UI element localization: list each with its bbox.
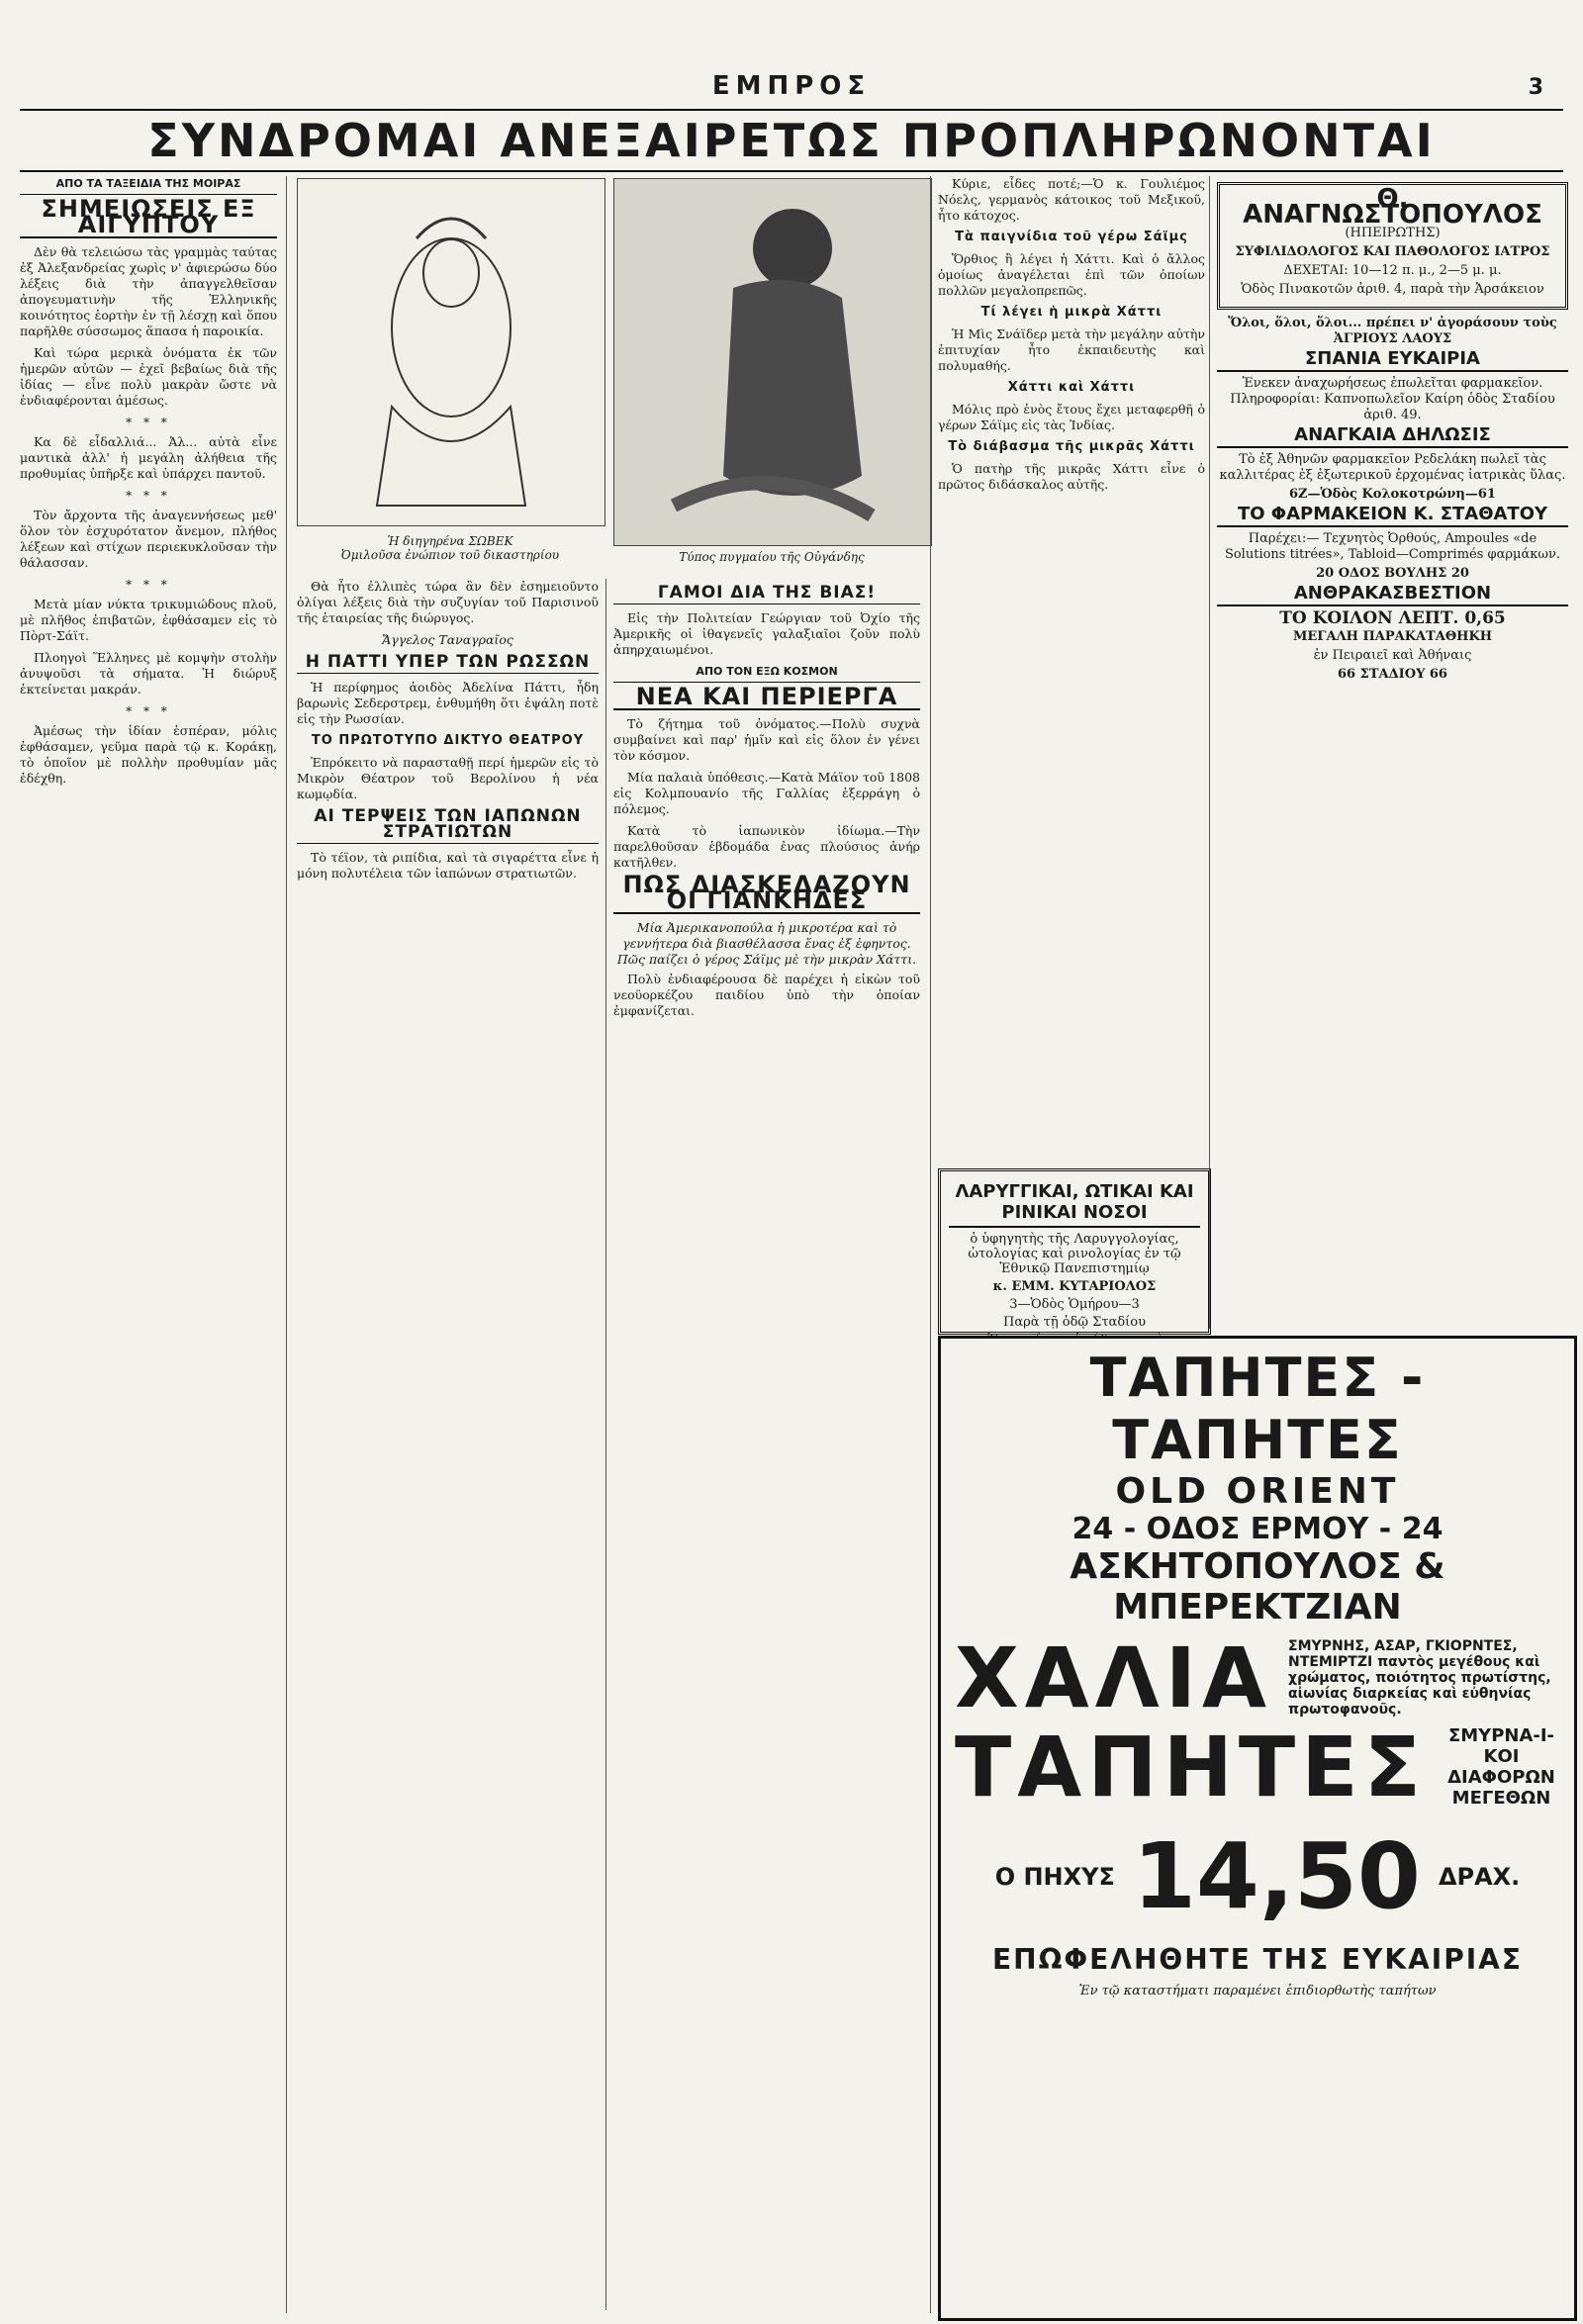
rug-row-2 xyxy=(941,1719,1574,1815)
ad-text: Παρέχει:— Τεχνητὸς Ὀρθούς, Ampoules «de Solutions titrées», Tabloid—Comprimés φαρμάκων. xyxy=(1224,531,1561,562)
section-kicker: ΑΠΟ ΤΑ ΤΑΞΕΙΔΙΑ ΤΗΣ ΜΟΙΡΑΣ xyxy=(20,176,277,195)
rug-currency: ΔΡΑΧ. xyxy=(1438,1862,1521,1891)
rug-price-label: Ο ΠΗΧΥΣ xyxy=(994,1862,1115,1891)
ad-pharmacy: ΤΟ ΦΑΡΜΑΚΕΙΟΝ Κ. ΣΤΑΘΑΤΟΥ xyxy=(1217,507,1568,527)
rug-firm: ΑΣΚΗΤΟΠΟΥΛΟΣ & ΜΠΕΡΕΚΤΖΙΑΝ xyxy=(1070,1546,1445,1627)
caption-line: Ὀμιλοῦσα ἐνώπιον τοῦ δικαστηρίου xyxy=(340,548,560,562)
ad-laryngology xyxy=(938,1168,1211,1335)
headline-curiosities: ΝΕΑ ΚΑΙ ΠΕΡΙΕΡΓΑ xyxy=(613,689,920,710)
paragraph: Ἐπρόκειτο νὰ παρασταθῇ περί ἡμερῶν εἰς τὸ Μικρὸν Θέατρον τοῦ Βερολίνου ἡ νέα κωμῳδία. xyxy=(297,755,599,801)
paragraph: Θὰ ἦτο ἐλλιπὲς τώρα ἂν δὲν ἐσημειοῦντο ὀλίγαι λέξεις διὰ τὴν συζυγίαν τοῦ Παρισινοῦ τῆς ἑταιρείας τῆς διώρυγος. xyxy=(297,579,599,625)
rug-types: ΣΜΥΡΝΗΣ, ΑΣΑΡ, ΓΚΙΟΡΝΤΕΣ, ΝΤΕΜΙΡΤΖΙ παντὸς μεγέθους καὶ χρώματος, ποιότητος πρωτίστης, αἰωνίας διαρκείας καὶ εὐθηνίας πρωτοφανοῦς. xyxy=(1288,1638,1551,1718)
column-rule xyxy=(605,579,606,2310)
figure-caption-pygmy: Τύπος πυγμαίου τῆς Οὐγάνδης xyxy=(679,550,865,564)
headline-games: Τὰ παιγνίδια τοῦ γέρω Σάϊμς xyxy=(955,230,1188,244)
ad-book: Ὅλοι, ὅλοι, ὅλοι... πρέπει ν' ἀγοράσουν τοὺς ἈΓΡΙΟΥΣ ΛΑΟΥΣ xyxy=(1228,316,1557,346)
ad-title: ΛΑΡΥΓΓΙΚΑΙ, ΩΤΙΚΑΙ ΚΑΙ ΡΙΝΙΚΑΙ ΝΟΣΟΙ xyxy=(949,1181,1200,1228)
doctor-name: Θ. ΑΝΑΓΝΩΣΤΟΠΟΥΛΟΣ xyxy=(1243,184,1542,230)
illustration-woman xyxy=(297,178,605,526)
caption-line: Ἡ διηγηρένα ΣΩΒΕΚ xyxy=(387,534,513,548)
rug-cta: ΕΠΩΦΕΛΗΘΗΤΕ ΤΗΣ ΕΥΚΑΙΡΙΑΣ xyxy=(992,1943,1523,1976)
headline-yankees: ΠΩΣ ΔΙΑΣΚΕΔΑΖΟΥΝ ΟΙ ΓΙΑΝΚΗΔΕΣ xyxy=(613,877,920,914)
headline-hattie: Χάττι καὶ Χάττι xyxy=(1007,380,1136,395)
ad-declaration: ΑΝΑΓΚΑΙΑ ΔΗΛΩΣΙΣ xyxy=(1217,427,1568,448)
ad-subtitle: ΜΕΓΑΛΗ ΠΑΡΑΚΑΤΑΘΗΚΗ xyxy=(1292,629,1493,644)
ad-address: 66 ΣΤΑΔΙΟΥ 66 xyxy=(1338,667,1447,682)
paragraph: Μόλις πρὸ ἐνὸς ἔτους ἔχει μεταφερθῆ ὁ γέρων Σάϊμς εἰς τὰς Ἰνδίας. xyxy=(938,402,1205,432)
rug-note: Ἐν τῷ καταστήματι παραμένει ἐπιδιορθωτὴς ταπήτων xyxy=(1078,1984,1437,1999)
paragraph: Εἰς τὴν Πολιτείαν Γεώργιαν τοῦ Ὀχίο τῆς Ἀμερικῆς οἱ ἰθαγενεῖς γαλαξιαῖοι ζοῦν πολὺ ἀπηρχαιωμένοι. xyxy=(613,610,920,657)
rug-price-row xyxy=(941,1823,1574,1929)
column-3 xyxy=(613,579,920,2310)
rug-address: 24 - ΟΔΟΣ ΕΡΜΟΥ - 24 xyxy=(1071,1512,1443,1546)
doctor-origin: (ΗΠΕΙΡΩΤΗΣ) xyxy=(1345,226,1441,240)
column-rule xyxy=(286,176,287,2313)
figure-caption-woman xyxy=(297,534,604,562)
ad-line: ὁ ὑφηγητὴς τῆς Λαρυγγολογίας, ὠτολογίας καὶ ρινολογίας ἐν τῷ Ἐθνικῷ Πανεπιστημίῳ xyxy=(968,1232,1181,1276)
rug-price: 14,50 xyxy=(1132,1823,1421,1929)
paragraph: Ὁ πατὴρ τῆς μικρᾶς Χάττι εἶνε ὁ πρῶτος διδάσκαλος αὐτῆς. xyxy=(938,461,1205,492)
separator: * * * xyxy=(126,704,171,718)
column-4 xyxy=(938,176,1205,1324)
newspaper-title: ΕΜΠΡΟΣ xyxy=(711,71,872,101)
paragraph: Ἡ Μὶς Σνάϊδερ μετὰ τὴν μεγάλην αὐτὴν ἐπιτυχίαν ἦτο ἐκπαιδευτὴς καὶ πολυμαθής. xyxy=(938,326,1205,373)
paragraph: Τὸν ἄρχοντα τῆς ἀναγεννήσεως μεθ' ὅλον τὸν ἐσχυρότατον ἄνεμον, πλήθος λέξεων καὶ στίχων περιεκυκλοῦσαν τὴν θάλασσαν. xyxy=(20,508,277,570)
paragraph: Δὲν θὰ τελειώσω τὰς γραμμὰς ταύτας ἐξ Ἀλεξανδρείας χωρὶς ν' ἀφιερώσω δύο λέξεις διὰ τὴν ἀπαγγελθεῖσαν ἀπογευματινὴν τῆς Ἑλληνικῆς κοινότητος ἑορτὴν ἐν τῇ λέσχῃ καὶ ὅπου παρῆλθε σύσσωμος ἅπασα ἡ παροικία. xyxy=(20,244,277,338)
ad-price: ΤΟ ΚΟΙΛΟΝ ΛΕΠΤ. 0,65 xyxy=(1279,608,1506,628)
headline-japanese: ΑΙ ΤΕΡΨΕΙΣ ΤΩΝ ΙΑΠΩΝΩΝ ΣΤΡΑΤΙΩΤΩΝ xyxy=(297,808,599,844)
separator: * * * xyxy=(126,416,171,429)
column-2 xyxy=(297,579,599,2310)
paragraph: Τὸ τέϊον, τὰ ριπίδια, καὶ τὰ σιγαρέττα εἶνε ἡ μόνη πολυτέλεια τῶν ἰαπώνων στρατιωτῶν. xyxy=(297,850,599,881)
paragraph: Καὶ τώρα μερικὰ ὀνόματα ἐκ τῶν ἡμερῶν αὐτῶν — ἐχεῖ βεβαίως διὰ τῆς ἰδίας — εἶνε πολὺ μακρὰν ὥστε νὰ ἐνδιαφέρονται ἀμέσως. xyxy=(20,345,277,408)
paragraph: Κύριε, εἶδες ποτέ;—Ὁ κ. Γουλιέμος Νόελς, γερμανὸς κάτοικος τοῦ Μεξικοῦ, ἦτο κάτοχος. xyxy=(938,176,1205,223)
column-ads xyxy=(1217,176,1568,1329)
rug-brand: OLD ORIENT xyxy=(1115,1471,1400,1512)
column-rule xyxy=(1209,176,1210,1329)
pygmy-photo xyxy=(614,179,931,545)
article-title-egypt: ΣΗΜΕΙΩΣΕΙΣ ΕΞ ΑΙΓΥΠΤΟΥ xyxy=(20,201,277,238)
ad-doctor xyxy=(1217,182,1568,310)
headline-marriage: ΓΑΜΟΙ ΔΙΑ ΤΗΣ ΒΙΑΣ! xyxy=(613,585,920,604)
ad-address: 20 ΟΔΟΣ ΒΟΥΛΗΣ 20 xyxy=(1316,566,1469,581)
ad-rare-opportunity: ΣΠΑΝΙΑ ΕΥΚΑΙΡΙΑ xyxy=(1217,351,1568,372)
column-egypt xyxy=(20,176,277,2313)
ad-location: ἐν Πειραιεῖ καὶ Ἀθήναις xyxy=(1313,648,1472,663)
rug-word-tapites: ΤΑΠΗΤΕΣ xyxy=(955,1719,1427,1815)
doctor-address: Ὁδὸς Πινακοτῶν ἀριθ. 4, παρὰ τὴν Ἀρσάκειον xyxy=(1241,282,1544,297)
rug-word-chalia: ΧΑΛΙΑ xyxy=(955,1629,1273,1726)
rug-title: ΤΑΠΗΤΕΣ - ΤΑΠΗΤΕΣ xyxy=(1089,1347,1426,1471)
headline-reading: Τὸ διάβασμα τῆς μικρᾶς Χάττι xyxy=(948,439,1195,454)
ad-doctor: κ. ΕΜΜ. ΚΥΤΑΡΙΟΛΟΣ xyxy=(992,1279,1157,1294)
rug-types-2: ΣΜΥΡΝΑ-Ι-ΚΟΙ ΔΙΑΦΟΡΩΝ ΜΕΓΕΘΩΝ xyxy=(1447,1725,1555,1809)
separator: * * * xyxy=(126,489,171,503)
ad-address: 6Ζ—Ὁδὸς Κολοκοτρώνη—61 xyxy=(1289,487,1496,502)
subheadline: Μία Ἀμερικανοπούλα ἡ μικροτέρα καὶ τὸ γεννήτερα διὰ βιασθέλασσα ἕνας ἐξ ἐφηντος. Πῶς παίζει ὁ γέρος Σάϊμς μὲ τὴν μικρὰν Χάττι. xyxy=(616,920,917,967)
illustration-pygmy xyxy=(613,178,932,546)
ad-text: Τὸ ἐξ Ἀθηνῶν φαρμακεῖον Ρεδελάκη πωλεῖ τὰς καλλιτέρας ἐξ ἐξωτερικοῦ ἐρχομένας ἰατρικὰς ὕλας. xyxy=(1219,452,1566,483)
separator: * * * xyxy=(126,578,171,592)
woman-portrait-drawing xyxy=(298,179,605,525)
paragraph: Μετὰ μίαν νύκτα τρικυμιώδους πλοῦ, μὲ πλῆθος ἐπιβατῶν, ἐφθάσαμεν εἰς τὸ Πὸρτ-Σάϊτ. xyxy=(20,597,277,643)
paragraph: Πλοηγοὶ Ἕλληνες μὲ κομψὴν στολὴν ἀνυψοῦσι τὰ σήματα. Ἡ διώρυξ ἐκτείνεται μακράν. xyxy=(20,650,277,697)
paragraph: Ἡ περίφημος ἀοιδὸς Ἀδελίνα Πάττι, ἦδη βαρωνὶς Σεδερστρεμ, ἐνθυμήθη ὅτι ἐψάλη ποτὲ εἰς τὴν Ρωσσίαν. xyxy=(297,680,599,726)
headline-patti: Η ΠΑΤΤΙ ΥΠΕΡ ΤΩΝ ΡΩΣΣΩΝ xyxy=(297,654,599,674)
subscription-banner: ΣΥΝΔΡΟΜΑΙ ΑΝΕΞΑΙΡΕΤΩΣ ΠΡΟΠΛΗΡΩΝΟΝΤΑΙ xyxy=(20,109,1563,172)
headline-theatre: ΤΟ ΠΡΩΤΟΤΥΠΟ ΔΙΚΤΥΟ ΘΕΑΤΡΟΥ xyxy=(311,733,585,748)
page-number: 3 xyxy=(1528,75,1543,100)
paragraph: Ἀμέσως τὴν ἰδίαν ἑσπέραν, μόλις ἐφθάσαμεν, γεῦμα παρὰ τῷ κ. Κοράκῃ, τὸ ὁποῖον μὲ πολλὴν προθυμίαν μᾶς ἐδέχθη. xyxy=(20,723,277,786)
doctor-title: ΣΥΦΙΛΙΔΟΛΟΓΟΣ ΚΑΙ ΠΑΘΟΛΟΓΟΣ ΙΑΤΡΟΣ xyxy=(1235,244,1550,259)
byline: Ἄγγελος Ταναγραῖος xyxy=(382,632,513,647)
doctor-hours: ΔΕΧΕΤΑΙ: 10—12 π. μ., 2—5 μ. μ. xyxy=(1283,263,1502,278)
ad-location: Παρὰ τῇ ὁδῷ Σταδίου xyxy=(1003,1315,1146,1330)
paragraph: Κα δὲ εἶδαλλιά... Ἀλ... αὐτὰ εἶνε μαντικὰ ἀλλ' ἡ μεγάλη ἀλήθεια τῆς προθυμίας ὑπῆρξε καὶ ὑπάρχει παντοῦ. xyxy=(20,434,277,481)
paragraph: Πολὺ ἐνδιαφέρουσα δὲ παρέχει ἡ εἰκὼν τοῦ νεοϋορκέζου παιδίου ὑπὸ τὴν ὁποίαν ἐμφανίζεται. xyxy=(613,972,920,1018)
ad-coal: ΑΝΘΡΑΚΑΣΒΕΣΤΙΟΝ xyxy=(1217,586,1568,606)
paragraph: Τὸ ζήτημα τοῦ ὀνόματος.—Πολὺ συχνὰ συμβαίνει καὶ παρ' ἡμῖν καὶ εἰς ὅλον ἐν γένει τὸν κόσμον. xyxy=(613,716,920,763)
ad-text: Ἐνεκεν ἀναχωρήσεως ἐπωλεῖται φαρμακεῖον. Πληροφορίαι: Καπνοπωλεῖον Καίρη ὁδὸς Σταδίου ἀριθ. 49. xyxy=(1230,376,1555,422)
paragraph: Μία παλαιὰ ὑπόθεσις.—Κατὰ Μάϊον τοῦ 1808 εἰς Κολμπουανίο τῆς Γαλλίας ἐξερράγη ὁ πόλεμος. xyxy=(613,770,920,816)
section-kicker: ΑΠΟ ΤΟΝ ΕΞΩ ΚΟΣΜΟΝ xyxy=(613,664,920,683)
headline-hattie-says: Τί λέγει ἡ μικρὰ Χάττι xyxy=(980,305,1163,320)
rug-row-1 xyxy=(941,1629,1574,1726)
paragraph: Ὅρθιος ἢ λέγει ἡ Χάττι. Καὶ ὁ ἄλλος ὁμοίως ἀναγέλεται ἐπὶ τῶν ὁποίων πολλῶν μεγαλοπρεπῶς. xyxy=(938,251,1205,298)
column-rule xyxy=(930,176,931,2313)
ad-address: 3—Ὁδὸς Ὁμήρου—3 xyxy=(1009,1297,1140,1312)
ad-rugs xyxy=(938,1336,1577,2321)
paragraph: Κατὰ τὸ ἰαπωνικὸν ἰδίωμα.—Τὴν παρελθοῦσαν ἑβδομάδα ἐνας πλούσιος ἀνήρ κατῆλθεν. xyxy=(613,823,920,870)
